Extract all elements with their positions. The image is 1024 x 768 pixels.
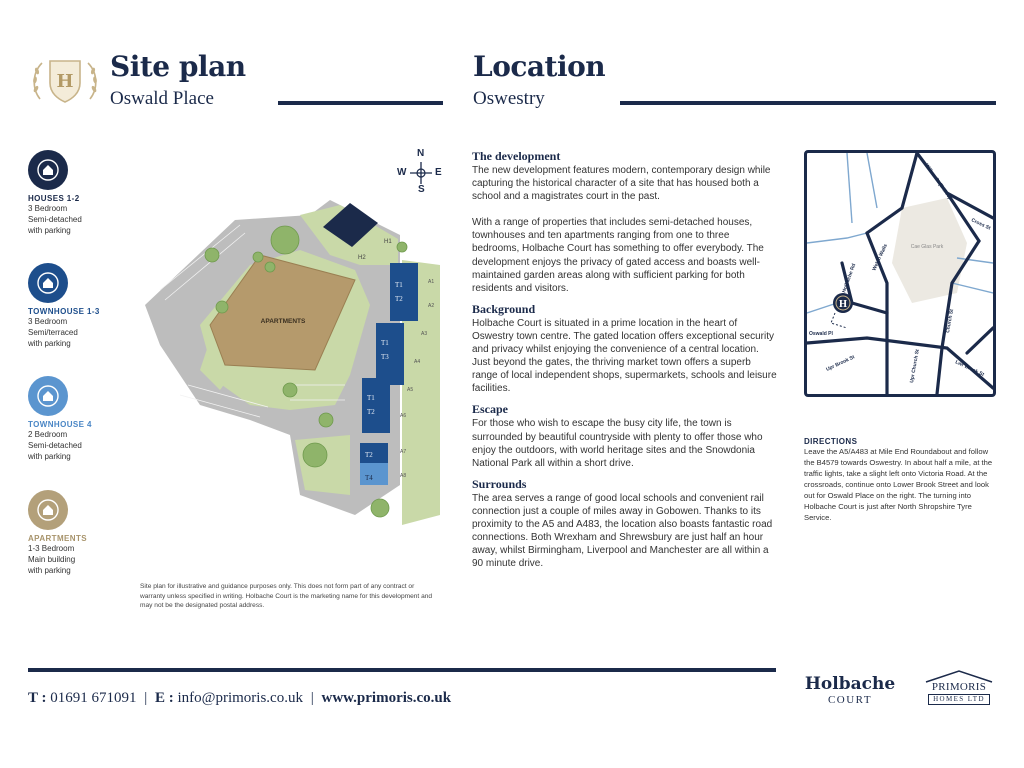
- legend-line: 3 Bedroom: [28, 317, 68, 326]
- disclaimer: Site plan for illustrative and guidance purposes only. This does not form part of any contract or warranty unless specified in writing. Holbache Court is the marketing name for this development and may not be the designated postal address.: [140, 583, 433, 609]
- section-paragraph: The area serves a range of good local schools and convenient rail connection just a couple of miles away in Gobowen. Thanks to its proximity to the A5 and A483, the location also boasts fantastic road connections. Both Wrexham and Shrewsbury are just half an hour away, whilst Birmingham, Liverpool and Manchester are all within a 90 minute drive.: [472, 492, 773, 570]
- plot-label: A8: [400, 473, 407, 479]
- plot-label: A6: [400, 413, 407, 419]
- header-rule-left: [278, 101, 443, 105]
- email-link[interactable]: info@primoris.co.uk: [177, 690, 303, 706]
- label-t3: T3: [381, 353, 389, 361]
- label-t2-a: T2: [395, 295, 403, 303]
- section-heading: Surrounds: [472, 476, 527, 491]
- map-label-welsh: Welsh Walls: [871, 243, 890, 272]
- legend-house-icon: [28, 376, 68, 416]
- map-label-holbache: Holbache Rd: [841, 262, 858, 294]
- section: [472, 477, 777, 571]
- phone-label: T :: [28, 690, 47, 706]
- legend-house-icon: [28, 263, 68, 303]
- location-title: Location: [473, 50, 606, 83]
- phone-number[interactable]: 01691 671091: [50, 690, 137, 706]
- directions: [804, 437, 999, 523]
- legend-item: [28, 376, 118, 462]
- compass-e: E: [435, 167, 442, 178]
- section: [472, 302, 777, 396]
- apartments-label: APARTMENTS: [260, 318, 306, 325]
- compass-n: N: [417, 148, 425, 159]
- legend-line: with parking: [28, 339, 71, 348]
- legend-house-icon: [28, 490, 68, 530]
- brand-sub: COURT: [827, 694, 873, 706]
- label-t1-a: T1: [395, 281, 403, 289]
- section-paragraph: With a range of properties that includes semi-detached houses, townhouses and ten apartments ranging from one to three bedrooms, Holbache Court has something to offer everybody. The development enjoys the privacy of gated access and boasts well-maintained garden areas along with sufficient parking for both residents and visitors.: [472, 217, 764, 294]
- legend-title: TOWNHOUSE 4: [28, 420, 92, 429]
- plot-label: A1: [428, 279, 435, 285]
- legend-title: APARTMENTS: [28, 534, 87, 543]
- section-paragraph: For those who wish to escape the busy city life, the town is surrounded by beautiful countryside with plenty to offer those who enjoy the outdoors, with world heritage sites and the Snowdonia National Park all within a short drive.: [472, 418, 763, 469]
- map-marker-icon: H: [838, 300, 848, 310]
- legend-item: [28, 490, 118, 576]
- site-plan-map: [140, 195, 440, 530]
- legend-line: with parking: [28, 566, 71, 575]
- label-h2: H2: [358, 255, 366, 261]
- label-t2-c: T2: [365, 451, 373, 459]
- legend-line: 3 Bedroom: [28, 204, 68, 213]
- label-t1-c: T1: [367, 394, 375, 402]
- map-label-oswald: Oswald Pl: [809, 331, 833, 337]
- location-subtitle: Oswestry: [473, 88, 545, 109]
- brand-main: Holbache: [804, 674, 896, 694]
- site-plan-title: Site plan: [110, 50, 246, 83]
- map-label-willow: Willow St (B4580): [923, 162, 953, 201]
- map-label-upr-brook: Upr Brook St: [825, 354, 856, 373]
- legend-line: Semi-detached: [28, 215, 82, 224]
- compass-w: W: [397, 167, 407, 178]
- legend-line: Main building: [28, 555, 76, 564]
- map-label-upr-church: Upr Church St: [909, 348, 921, 384]
- primoris-sub: HOMES LTD: [928, 694, 990, 705]
- legend-title: TOWNHOUSE 1-3: [28, 307, 100, 316]
- website-link[interactable]: www.primoris.co.uk: [321, 690, 452, 706]
- legend-line: 2 Bedroom: [28, 430, 68, 439]
- primoris-main: PRIMORIS: [931, 681, 987, 693]
- section: [472, 402, 777, 469]
- primoris-logo: [922, 669, 996, 709]
- compass: [398, 150, 444, 196]
- email-label: E :: [155, 690, 174, 706]
- label-t4: T4: [365, 474, 373, 482]
- legend-line: 1-3 Bedroom: [28, 544, 75, 553]
- label-t1-b: T1: [381, 339, 389, 347]
- compass-s: S: [418, 184, 425, 195]
- separator: |: [144, 690, 148, 706]
- section: [472, 149, 777, 295]
- map-label-lwr-brook: Lwr Brook St: [954, 359, 985, 378]
- holbache-logo: [800, 674, 900, 706]
- directions-heading: DIRECTIONS: [804, 437, 858, 446]
- label-h1: H1: [384, 239, 392, 245]
- directions-text: Leave the A5/A483 at Mile End Roundabout and follow the B4579 towards Oswestry. In about half a mile, at the traffic lights, take a slight left onto Victoria Road. At the crossroads, continue onto Lower Brook Street and look out for Oswald Place on the right. The turning into Holbache Court is just after North Shropshire Tyre Service.: [804, 447, 993, 522]
- section-heading: Background: [472, 301, 536, 316]
- label-t2-b: T2: [367, 408, 375, 416]
- legend-item: [28, 263, 118, 349]
- section-paragraph: The new development features modern, contemporary design while capturing the historical character of a site that has housed both a school and a magistrates court in the past.: [472, 165, 771, 203]
- section-paragraph: Holbache Court is situated in a prime location in the heart of Oswestry town centre. The gated location offers exceptional security and privacy whilst enjoying the convenience of a central location. Just beyond the gates, the thriving market town offers a superb range of local independent shops, supermarkets, schools and leisure facilities.: [472, 317, 777, 395]
- legend-line: Semi-detached: [28, 441, 82, 450]
- legend-item: [28, 150, 118, 236]
- legend-title: HOUSES 1-2: [28, 194, 80, 203]
- location-map: [804, 150, 996, 397]
- footer-rule: [28, 668, 776, 672]
- site-plan-subtitle: Oswald Place: [110, 88, 214, 109]
- header-rule-right: [620, 101, 996, 105]
- legend-line: with parking: [28, 226, 71, 235]
- separator: |: [310, 690, 314, 706]
- legend-line: with parking: [28, 452, 71, 461]
- plot-label: A5: [407, 387, 414, 393]
- footer-contact: [28, 690, 451, 707]
- section-heading: Escape: [472, 402, 508, 417]
- section-heading: The development: [472, 149, 561, 163]
- legend-line: Semi/terraced: [28, 328, 78, 337]
- crest-letter: H: [56, 71, 74, 92]
- legend-house-icon: [28, 150, 68, 190]
- map-label-park: Cae Glas Park: [910, 244, 944, 250]
- plot-label: A7: [400, 449, 407, 455]
- map-label-cross: Cross St: [970, 217, 992, 232]
- map-label-church: Church St: [945, 308, 956, 334]
- plot-label: A2: [428, 303, 435, 309]
- plot-label: A3: [421, 331, 428, 337]
- crest-logo: [28, 53, 102, 107]
- plot-label: A4: [414, 359, 421, 365]
- content-sections: [472, 147, 777, 577]
